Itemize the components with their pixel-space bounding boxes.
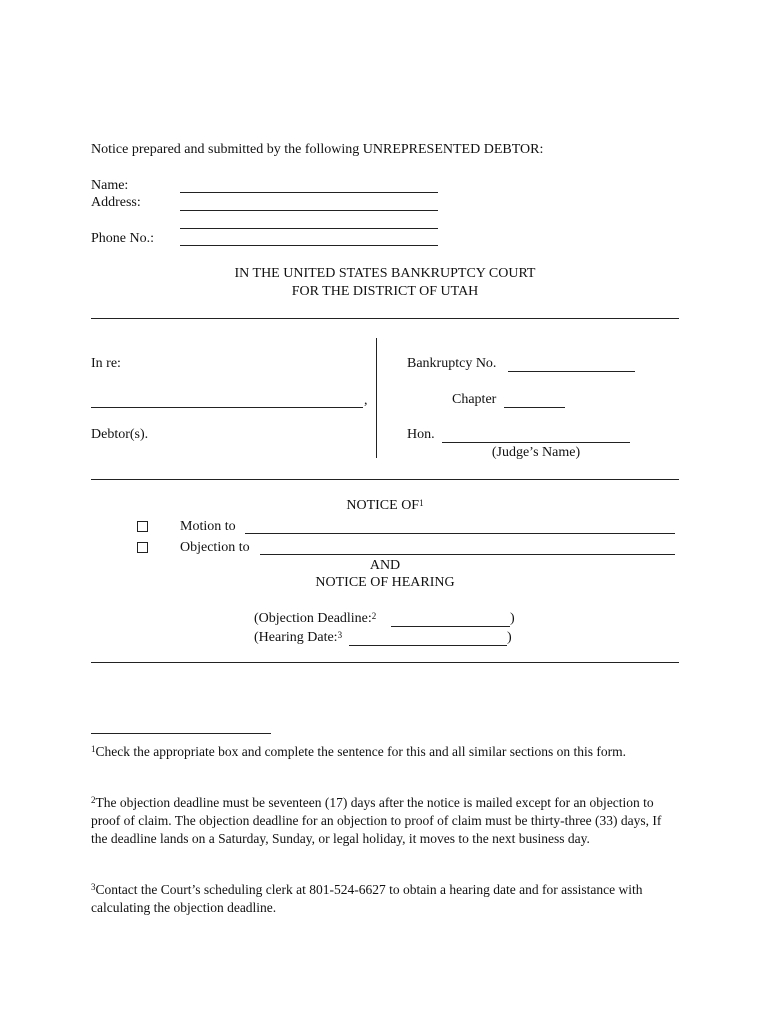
court-name-line2: FOR THE DISTRICT OF UTAH: [291, 284, 479, 299]
motion-label: Motion to: [180, 519, 236, 534]
caption-divider: [376, 338, 377, 458]
debtor-name-comma: ,: [364, 393, 368, 408]
debtor-name-field[interactable]: [91, 407, 363, 408]
objection-checkbox[interactable]: [137, 542, 148, 553]
and-label: AND: [369, 558, 401, 573]
objection-deadline-close: ): [510, 611, 515, 626]
objection-field[interactable]: [260, 554, 675, 555]
chapter-field[interactable]: [504, 407, 565, 408]
hearing-date-close: ): [507, 630, 512, 645]
caption-top-rule: [91, 318, 679, 319]
phone-label: Phone No.:: [91, 231, 154, 246]
footnote-1: [91, 743, 681, 761]
footnote-1-text: Check the appropriate box and complete the sentence for this and all similar sections on this form.: [95, 744, 626, 759]
chapter-label: Chapter: [452, 392, 497, 407]
phone-field[interactable]: [180, 245, 438, 246]
objection-deadline-label: [254, 610, 376, 628]
judge-name-caption: (Judge’s Name): [491, 445, 581, 460]
notice-of-hearing-title: NOTICE OF HEARING: [315, 575, 455, 590]
hearing-date-label: [254, 629, 342, 647]
bankruptcy-no-field[interactable]: [508, 371, 635, 372]
objection-label: Objection to: [180, 540, 250, 555]
judge-name-field[interactable]: [442, 442, 630, 443]
bankruptcy-no-label: Bankruptcy No.: [407, 356, 497, 371]
footnote-3-number: 3: [91, 882, 96, 892]
footnote-3: [91, 881, 681, 917]
name-label: Name:: [91, 178, 129, 193]
footnote-2: [91, 794, 681, 848]
footnote-ref-3: 3: [337, 630, 343, 640]
hearing-date-text: (Hearing Date:: [254, 630, 338, 645]
motion-field[interactable]: [245, 533, 675, 534]
caption-bottom-rule: [91, 479, 679, 480]
notice-title: [91, 497, 679, 515]
address-label: Address:: [91, 195, 141, 210]
court-name-line1: IN THE UNITED STATES BANKRUPTCY COURT: [234, 266, 536, 281]
objection-deadline-text: (Objection Deadline:: [254, 611, 372, 626]
notice-title-text: NOTICE OF: [346, 498, 420, 513]
footnote-ref-2: 2: [371, 611, 377, 621]
motion-checkbox[interactable]: [137, 521, 148, 532]
address-field-line1[interactable]: [180, 210, 438, 211]
footnote-1-number: 1: [91, 744, 96, 754]
hon-label: Hon.: [407, 427, 435, 442]
address-field-line2[interactable]: [180, 228, 438, 229]
notice-bottom-rule: [91, 662, 679, 663]
footnote-3-text: Contact the Court’s scheduling clerk at 801-524-6627 to obtain a hearing date and for assistance with calculating the objection deadline.: [91, 882, 643, 915]
footnote-ref-1: 1: [419, 498, 424, 508]
footnote-2-text: The objection deadline must be seventeen (17) days after the notice is mailed except for an objection to proof of claim. The objection deadline for an objection to proof of claim must be thirty-three (33) days, If the deadline lands on a Saturday, Sunday, or legal holiday, it moves to the next business day.: [91, 795, 662, 846]
prepared-by-heading: Notice prepared and submitted by the following UNREPRESENTED DEBTOR:: [91, 142, 544, 157]
objection-deadline-field[interactable]: [391, 626, 510, 627]
hearing-date-field[interactable]: [349, 645, 507, 646]
name-field[interactable]: [180, 192, 438, 193]
footnote-2-number: 2: [91, 795, 96, 805]
footnote-separator: [91, 733, 271, 734]
in-re-label: In re:: [91, 356, 121, 371]
debtors-label: Debtor(s).: [91, 427, 149, 442]
